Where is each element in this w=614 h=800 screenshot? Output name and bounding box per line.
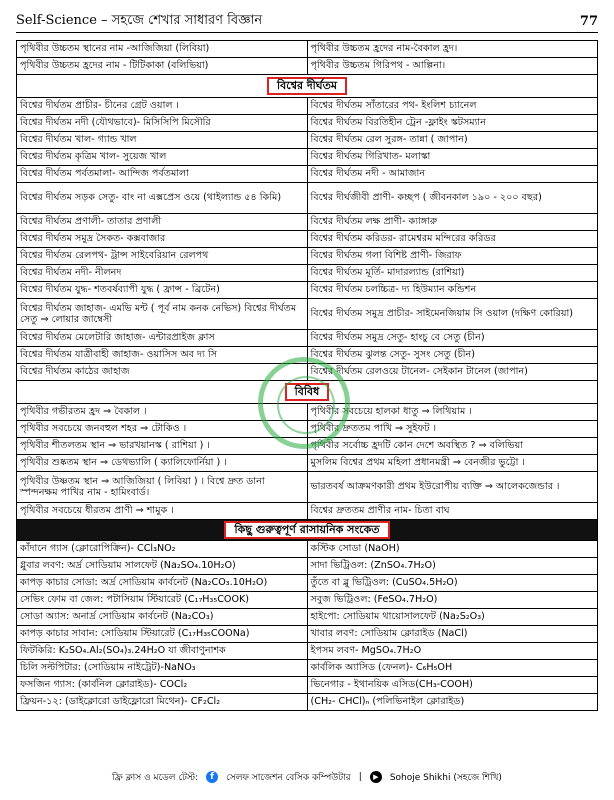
table-cell: বিশ্বের দীর্ঘতম রেলপথ- ট্রান্স সাইবেরিয়ান রেলপথ: [17, 248, 308, 265]
table-cell: বিশ্বের দ্রুততম প্রাণীর নাম- চিতা বাঘ: [307, 503, 598, 520]
table-row: [17, 115, 598, 132]
table-cell: কাপড় কাচার সাবান: সোডিয়াম স্টিয়ারেট (C₁₇H₃₅COONa): [17, 626, 308, 643]
table-row: [17, 132, 598, 149]
table-cell: পৃথিবীর উচ্চতম হ্রদের নাম-বৈকাল হ্রদ।: [307, 41, 598, 58]
table-cell: ইপসম লবণ- MgSO₄.7H₂O: [307, 643, 598, 660]
table-row: [17, 660, 598, 677]
table-cell: সোডা অ্যাস: অনার্দ্র সোডিয়াম কার্বনেট (Na₂CO₃): [17, 609, 308, 626]
table-row: [17, 455, 598, 472]
table-cell: ফ্রিয়ন-১২: (ডাইক্লোরো ডাইফ্লোরো মিথেন)- CF₂Cl₂: [17, 694, 308, 711]
table-cell: বিশ্বের দীর্ঘতম রেলওয়ে টানেল- সেইকান টানেল (জাপান): [307, 364, 598, 381]
table-cell: (CH₂- CHCl)ₙ (পলিভিনাইল ক্লোরাইড): [307, 694, 598, 711]
table-row: [17, 541, 598, 558]
table-cell: বিশ্বের দীর্ঘতম সমুদ্র সেতু- হাংচু বে সেতু (চীন): [307, 330, 598, 347]
table-cell: বিশ্বের দীর্ঘতম নদী- নীলনদ: [17, 265, 308, 282]
table-cell: বিশ্বের দীর্ঘতম মূর্তি- মাদারল্যান্ড (রাশিয়া): [307, 265, 598, 282]
table-cell: বিশ্বের দীর্ঘতম রেল সুরঙ্গ- তান্না ( জাপান): [307, 132, 598, 149]
table-row: [17, 575, 598, 592]
youtube-icon: ▶: [370, 771, 382, 783]
table-cell: পৃথিবীর উচ্চতম গিরিপথ - আল্পিনা।: [307, 58, 598, 75]
table-row: [17, 330, 598, 347]
table-row: [17, 364, 598, 381]
table-row: [17, 404, 598, 421]
table-cell: পৃথিবীর সবচেয়ে জনবহুল শহর ⇒ টোকিও ।: [17, 421, 308, 438]
table-row: [17, 626, 598, 643]
table-cell: পৃথিবীর উচ্চতম স্থানের নাম -আজিজিয়া (লিবিয়া): [17, 41, 308, 58]
table-cell: বিশ্বের দীর্ঘতম গিরিখাত- মলাস্কা: [307, 149, 598, 166]
table-cell: বিশ্বের দীর্ঘতম পর্বতমালা- আন্দিজ পর্বতমালা: [17, 166, 308, 183]
table-cell: বিশ্বের দীর্ঘতম লক্ষ প্রাণী- ক্যাঙ্গারু: [307, 214, 598, 231]
table-cell: বিশ্বের দীর্ঘতম নদী (যৌথভাবে)- মিসিসিপি মিসৌরি: [17, 115, 308, 132]
footer-separator: |: [358, 772, 362, 782]
table-cell: বিশ্বের দীর্ঘতম কাঠের জাহাজ: [17, 364, 308, 381]
table-cell: কাপড় কাচার সোডা: অর্দ্র সোডিয়াম কার্বনেট (Na₂CO₃.10H₂O): [17, 575, 308, 592]
table-cell: বিশ্বের দীর্ঘতম সমুদ্র সৈকত- কক্সবাজার: [17, 231, 308, 248]
table-cell: বিশ্বের দীর্ঘতম নদী - আমাজান: [307, 166, 598, 183]
section-title-longest: বিশ্বের দীর্ঘতম: [267, 77, 347, 94]
table-cell: পৃথিবীর দ্রুততম পাখি ⇒ সুইফট ।: [307, 421, 598, 438]
table-cell: বিশ্বের দীর্ঘতম চলচ্চিত্র- দ্য হিউম্যান কন্ডিশন: [307, 282, 598, 299]
table-cell: পৃথিবীর উচ্চতম হ্রদের নাম - টিটিকাকা (বলিভিয়া): [17, 58, 308, 75]
table-cell: বিশ্বের দীর্ঘতম কৃত্রিম খাল- সুয়েজ খাল: [17, 149, 308, 166]
table-cell: বিশ্বের দীর্ঘতম ঝুলন্ত সেতু- সুসং সেতু (চীন): [307, 347, 598, 364]
table-cell: মুসলিম বিশ্বের প্রথম মহিলা প্রধানমন্ত্রী ⇒ বেনজীর ভুট্টো ।: [307, 455, 598, 472]
table-cell: বিশ্বের দীর্ঘতম জাহাজ- এমভি মন্ট ( পূর্ব নাম কনক নেভিস) বিশ্বের দীর্ঘতম সেতু ⇒ লোয়ার জাম্বেসী: [17, 299, 308, 330]
table-cell: সেভিং ফোম বা জেল: পটাসিয়াম স্টিয়ারেট (C₁₇H₃₅COOK): [17, 592, 308, 609]
table-row: [17, 347, 598, 364]
table-row: [17, 149, 598, 166]
table-row: [17, 677, 598, 694]
table-cell: কার্বলিক অ্যাসিড (ফেনল)- C₆H₅OH: [307, 660, 598, 677]
table-row: [17, 214, 598, 231]
table-row: [17, 694, 598, 711]
table-cell: ফসজিন গ্যাস: (কার্বনিল ক্লোরাইড)- COCl₂: [17, 677, 308, 694]
table-cell: পৃথিবীর উষ্ণতম স্থান ⇒ আজিজিয়া ( লিবিয়া ) । বিশ্বে দ্রুত ডানা স্পন্দনক্ষম পাখির নাম - হামিংবার্ড।: [17, 472, 308, 503]
table-cell: পৃথিবীর সর্বোচ্চ হ্রদটি কোন দেশে অবস্থিত ? ⇒ বলিভিয়া: [307, 438, 598, 455]
table-row: [17, 58, 598, 75]
table-row: [17, 265, 598, 282]
table-row: [17, 98, 598, 115]
section-title-chemistry: কিছু গুরুত্বপূর্ণ রাসায়নিক সংকেত: [224, 521, 389, 538]
page-number: 77: [579, 13, 598, 29]
table-row: [17, 41, 598, 58]
table-cell: বিশ্বের দীর্ঘতম যুদ্ধ- শতবর্ষব্যাপী যুদ্ধ ( ফ্রান্স - ব্রিটেন): [17, 282, 308, 299]
table-row: [17, 438, 598, 455]
facebook-icon: f: [206, 771, 218, 783]
table-row: [17, 166, 598, 183]
table-cell: বিশ্বের দীর্ঘতম করিডর- রামেশ্বরম মন্দিরের করিডর: [307, 231, 598, 248]
table-row: [17, 558, 598, 575]
section-title-misc: বিবিধ: [285, 383, 330, 400]
footer-label: ফ্রি ক্লাস ও মডেল টেস্ট:: [112, 772, 199, 783]
table-row: [17, 183, 598, 214]
table-cell: হাইপো: সোডিয়াম থায়োসালফেট (Na₂S₂O₃): [307, 609, 598, 626]
table-cell: বিশ্বের দীর্ঘতম যাত্রীবাহী জাহাজ- ওয়াসিস অব দ্য সি: [17, 347, 308, 364]
table-cell: চিলি সল্টপিটার: (সোডিয়াম নাইট্রেট)-NaNO₃: [17, 660, 308, 677]
section-heading-row: [17, 75, 598, 98]
table-cell: বিশ্বের দীর্ঘতম সাঁতারের পথ- ইংলিশ চ্যানেল: [307, 98, 598, 115]
table-cell: বিশ্বের দীর্ঘতম বিরতিহীন ট্রেন -ফ্লাইং স্কটসম্যান: [307, 115, 598, 132]
table-cell: পৃথিবীর শীতলতম স্থান ⇒ ভারখয়ানস্ক ( রাশিয়া ) ।: [17, 438, 308, 455]
table-row: [17, 299, 598, 330]
table-cell: তুঁতে বা ব্লু ভিট্রিওল: (CuSO₄.5H₂O): [307, 575, 598, 592]
table-cell: বিশ্বের দীর্ঘতম খাল- গ্যান্ড খাল: [17, 132, 308, 149]
table-row: [17, 231, 598, 248]
facebook-page-name: সেলফ সাজেশন বেসিক কম্পিউটার: [226, 772, 351, 783]
table-row: [17, 643, 598, 660]
page-header: [16, 10, 598, 33]
table-cell: কাঁদানে গ্যাস (ক্লোরোপিক্রিন)- CCl₃NO₂: [17, 541, 308, 558]
table-cell: ভারতবর্ষ আক্রমণকারী প্রথম ইউরোপীয় ব্যক্তি ⇒ আলেকজেন্ডার ।: [307, 472, 598, 503]
table-cell: খাবার লবণ: সোডিয়াম ক্লোরাইড (NaCl): [307, 626, 598, 643]
table-row: [17, 421, 598, 438]
table-cell: বিশ্বের দীর্ঘতম সমুদ্র প্রাচীর- সাইমেনজিয়াম সি ওয়াল (দক্ষিণ কোরিয়া): [307, 299, 598, 330]
table-cell: বিশ্বের দীর্ঘতম সড়ক সেতু- বাং না এক্সপ্রেস ওয়ে (থাইল্যান্ড ৫৪ কিমি): [17, 183, 308, 214]
table-cell: বিশ্বের দীর্ঘজীবী প্রাণী- কচ্ছপ ( জীবনকাল ১৯০ - ২০০ বছর): [307, 183, 598, 214]
table-cell: কস্টিক সোডা (NaOH): [307, 541, 598, 558]
table-row: [17, 282, 598, 299]
table-cell: পৃথিবীর শুষ্কতম স্থান ⇒ ডেথভ্যালি ( ক্যালিফোর্নিয়া ) ।: [17, 455, 308, 472]
table-cell: সবুজ ভিট্রিওল: (FeSO₄.7H₂O): [307, 592, 598, 609]
table-cell: বিশ্বের দীর্ঘতম মেলেটারি জাহাজ- এন্টারপ্রাইজ ক্লাস: [17, 330, 308, 347]
table-cell: পৃথিবীর সবচেয়ে ধীরতম প্রাণী ⇒ শামুক ।: [17, 503, 308, 520]
section-heading-row: [17, 520, 598, 541]
page-footer: [16, 766, 598, 788]
table-cell: বিশ্বের দীর্ঘতম গলা বিশিষ্ট প্রাণী- জিরাফ: [307, 248, 598, 265]
table-cell: বিশ্বের দীর্ঘতম প্রণালী- তাতার প্রণালী: [17, 214, 308, 231]
table-cell: পৃথিবীর সবচেয়ে হালকা ধাতু ⇒ লিথিয়াম ।: [307, 404, 598, 421]
table-cell: সাদা ভিট্রিওল: (ZnSO₄.7H₂O): [307, 558, 598, 575]
table-row: [17, 472, 598, 503]
section-heading-row: [17, 381, 598, 404]
table-row: [17, 592, 598, 609]
table-row: [17, 248, 598, 265]
table-cell: বিশ্বের দীর্ঘতম প্রাচীর- চীনের গ্রেট ওয়াল ।: [17, 98, 308, 115]
book-title: Self-Science – সহজে শেখার সাধারণ বিজ্ঞান: [16, 12, 263, 28]
table-cell: গ্লুবার লবণ: অর্দ্র সোডিয়াম সালফেট (Na₂SO₄.10H₂O): [17, 558, 308, 575]
table-cell: ভিনেগার - ইথানয়িক এসিড(CH₃-COOH): [307, 677, 598, 694]
table-cell: ফিটকিরি: K₂SO₄.Al₂(SO₄)₃.24H₂O যা জীবাণুনাশক: [17, 643, 308, 660]
table-row: [17, 609, 598, 626]
youtube-channel-name: Sohoje Shikhi (সহজে শিখি): [389, 772, 502, 783]
table-cell: পৃথিবীর গভীরতম হ্রদ ⇒ বৈকাল ।: [17, 404, 308, 421]
facts-table: [16, 40, 598, 711]
table-row: [17, 503, 598, 520]
